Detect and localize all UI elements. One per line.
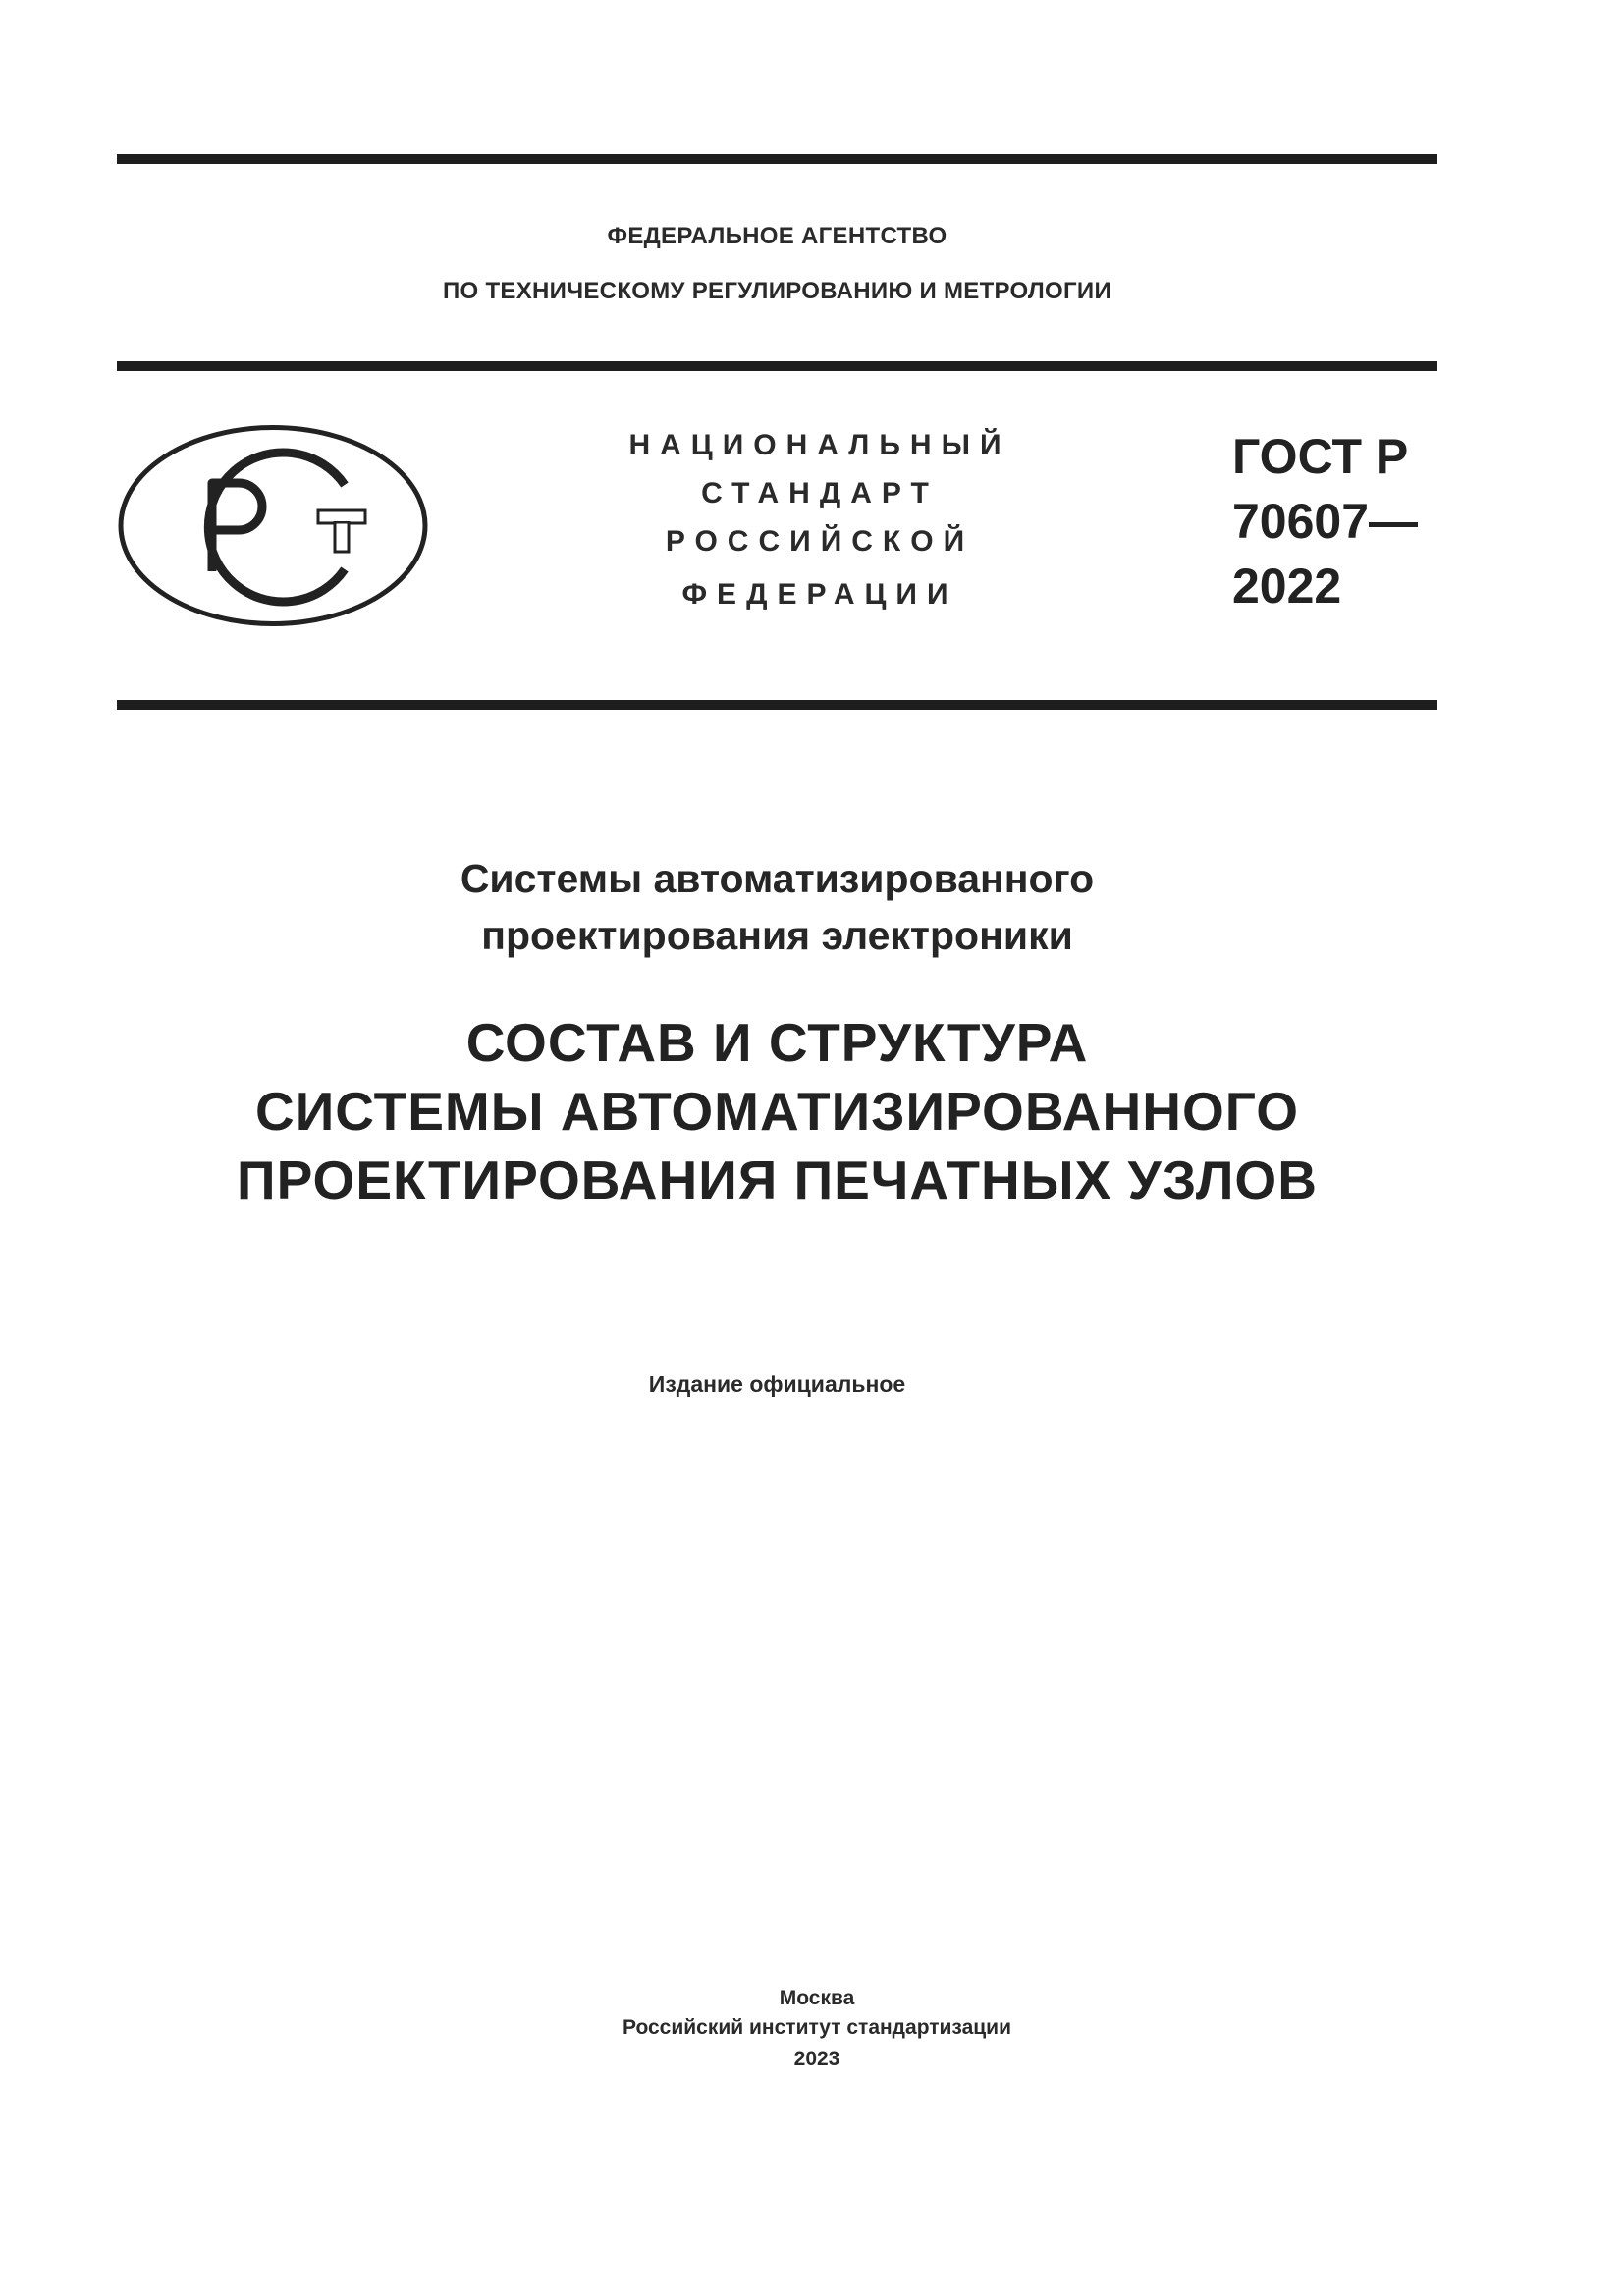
national-standard-line: СТАНДАРТ (701, 477, 939, 509)
document-subtitle-line: Системы автоматизированного (460, 856, 1095, 901)
gost-designation-line: 2022 (1232, 559, 1342, 614)
imprint-publisher: Российский институт стандартизации (622, 2016, 1012, 2039)
header-divider-rule (117, 361, 1437, 371)
national-standard-line: НАЦИОНАЛЬНЫЙ (628, 429, 1011, 461)
national-standard-line: ФЕДЕРАЦИИ (681, 578, 958, 611)
top-rule (117, 154, 1437, 164)
document-title-line: ПРОЕКТИРОВАНИЯ ПЕЧАТНЫХ УЗЛОВ (237, 1149, 1318, 1210)
document-title-line: СИСТЕМЫ АВТОМАТИЗИРОВАННОГО (255, 1081, 1299, 1142)
gost-designation-line: 70607— (1232, 494, 1419, 549)
imprint-city: Москва (779, 1987, 855, 2009)
document-subtitle-line: проектирования электроники (481, 913, 1073, 958)
edition-label: Издание официальное (648, 1371, 906, 1397)
agency-line-1: ФЕДЕРАЛЬНОЕ АГЕНТСТВО (607, 223, 947, 249)
national-standard-line: РОССИЙСКОЙ (665, 525, 975, 558)
document-title-line: СОСТАВ И СТРУКТУРА (465, 1012, 1089, 1073)
agency-line-2: ПО ТЕХНИЧЕСКОМУ РЕГУЛИРОВАНИЮ И МЕТРОЛОГИИ (442, 278, 1112, 304)
gost-designation-line: ГОСТ Р (1232, 429, 1409, 484)
standard-block-divider-rule (117, 700, 1437, 710)
imprint-year: 2023 (793, 2048, 840, 2070)
gost-r-logo-icon (117, 424, 429, 627)
